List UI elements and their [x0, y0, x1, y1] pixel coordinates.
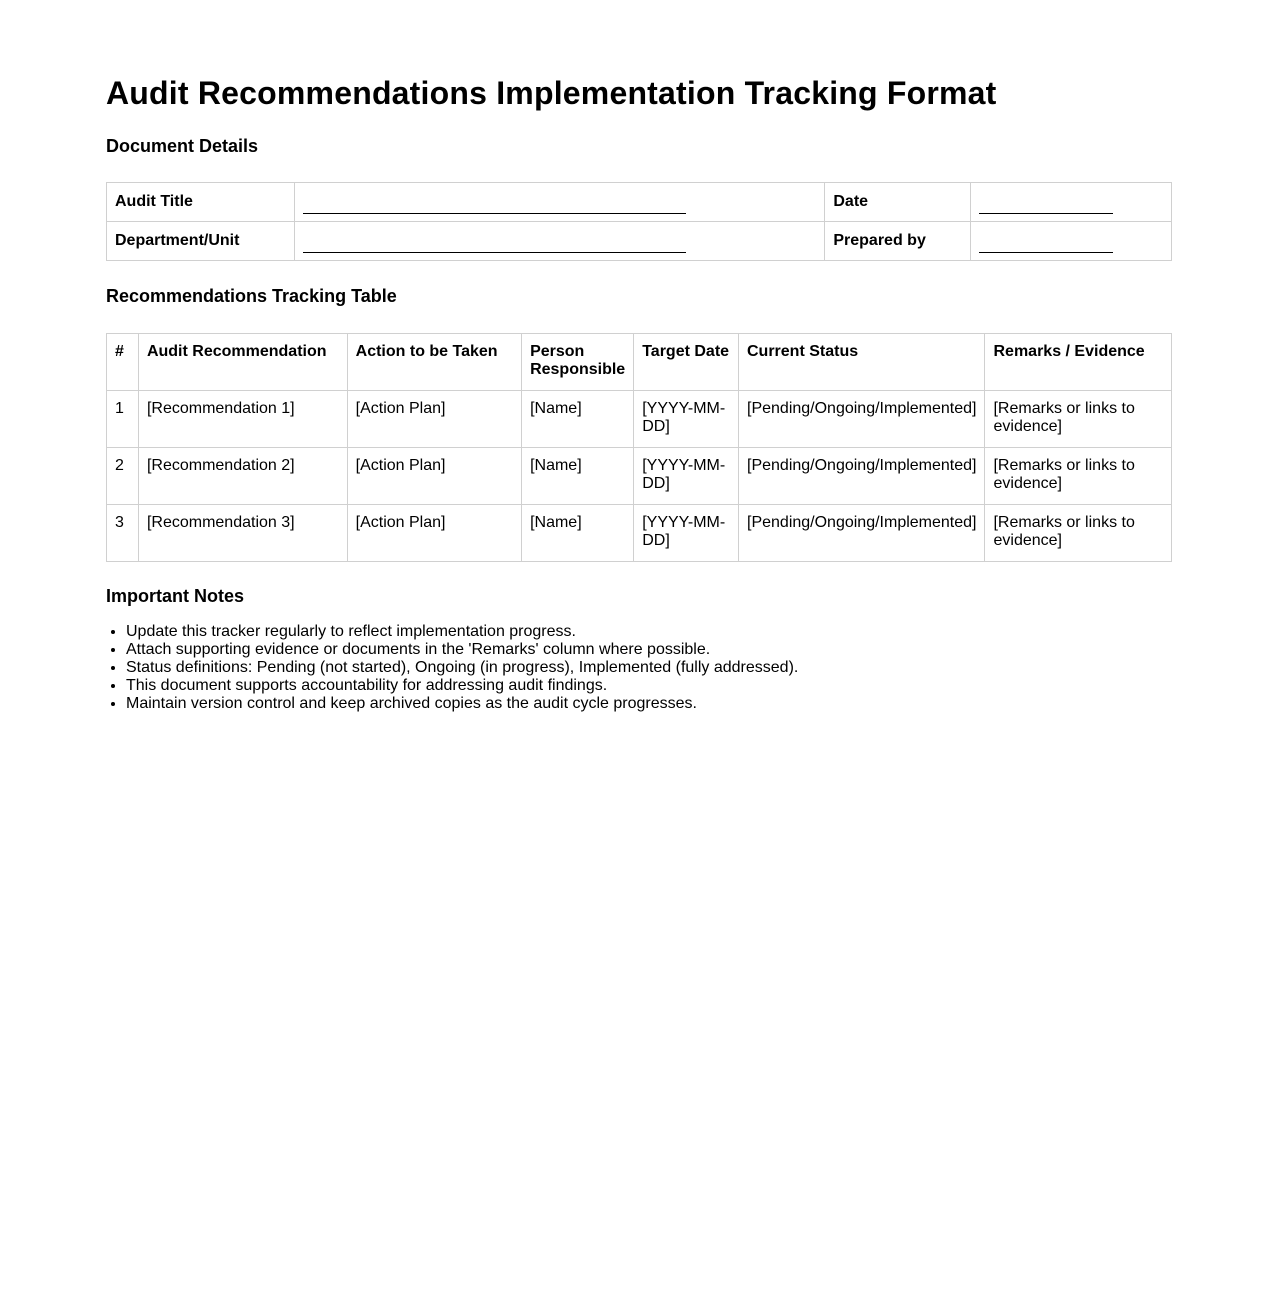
table-row	[107, 391, 1172, 448]
audit-title-label: Audit Title	[107, 183, 295, 222]
remarks-cell[interactable]: [Remarks or links to evidence]	[985, 391, 1172, 448]
column-header-target-date: Target Date	[634, 334, 739, 391]
tracking-table-heading: Recommendations Tracking Table	[106, 286, 397, 306]
recommendation-cell[interactable]: [Recommendation 2]	[138, 448, 347, 505]
person-cell[interactable]: [Name]	[522, 505, 634, 562]
details-row-audit-title	[107, 183, 1172, 222]
action-cell[interactable]: [Action Plan]	[347, 448, 521, 505]
remarks-cell[interactable]: [Remarks or links to evidence]	[985, 448, 1172, 505]
column-header-action: Action to be Taken	[347, 334, 521, 391]
list-item: • Status definitions: Pending (not started), Ongoing (in progress), Implemented (fully addressed).	[126, 659, 1172, 677]
status-cell[interactable]: [Pending/Ongoing/Implemented]	[739, 448, 985, 505]
target-date-cell[interactable]: [YYYY-MM-DD]	[634, 505, 739, 562]
date-blank-line	[979, 197, 1113, 214]
table-row	[107, 448, 1172, 505]
recommendation-cell[interactable]: [Recommendation 1]	[138, 391, 347, 448]
date-field[interactable]	[971, 183, 1172, 222]
prepared-by-label: Prepared by	[825, 222, 971, 261]
important-notes-heading: Important Notes	[106, 586, 245, 606]
document-details-table	[106, 182, 1172, 261]
audit-title-blank-line	[303, 197, 686, 214]
person-cell[interactable]: [Name]	[522, 448, 634, 505]
status-cell[interactable]: [Pending/Ongoing/Implemented]	[739, 505, 985, 562]
target-date-cell[interactable]: [YYYY-MM-DD]	[634, 391, 739, 448]
department-label: Department/Unit	[107, 222, 295, 261]
remarks-cell[interactable]: [Remarks or links to evidence]	[985, 505, 1172, 562]
list-item: • Maintain version control and keep archived copies as the audit cycle progresses.	[126, 695, 1172, 713]
person-cell[interactable]: [Name]	[522, 391, 634, 448]
list-item: • Attach supporting evidence or documents in the 'Remarks' column where possible.	[126, 641, 1172, 659]
department-field[interactable]	[294, 222, 825, 261]
column-header-recommendation: Audit Recommendation	[138, 334, 347, 391]
column-header-remarks: Remarks / Evidence	[985, 334, 1172, 391]
department-blank-line	[303, 236, 686, 253]
audit-title-field[interactable]	[294, 183, 825, 222]
column-header-status: Current Status	[739, 334, 985, 391]
row-number: 1	[107, 391, 139, 448]
recommendation-cell[interactable]: [Recommendation 3]	[138, 505, 347, 562]
notes-list	[106, 623, 1172, 713]
document-details-heading: Document Details	[106, 136, 259, 156]
action-cell[interactable]: [Action Plan]	[347, 505, 521, 562]
recommendations-tracking-table	[106, 333, 1172, 562]
details-row-department	[107, 222, 1172, 261]
target-date-cell[interactable]: [YYYY-MM-DD]	[634, 448, 739, 505]
row-number: 3	[107, 505, 139, 562]
list-item: • This document supports accountability for addressing audit findings.	[126, 677, 1172, 695]
prepared-by-blank-line	[979, 236, 1113, 253]
action-cell[interactable]: [Action Plan]	[347, 391, 521, 448]
prepared-by-field[interactable]	[971, 222, 1172, 261]
date-label: Date	[825, 183, 971, 222]
table-row	[107, 505, 1172, 562]
row-number: 2	[107, 448, 139, 505]
table-header-row	[107, 334, 1172, 391]
status-cell[interactable]: [Pending/Ongoing/Implemented]	[739, 391, 985, 448]
page-title: Audit Recommendations Implementation Tracking Format	[106, 75, 997, 111]
column-header-person: Person Responsible	[522, 334, 634, 391]
column-header-number: #	[107, 334, 139, 391]
list-item: • Update this tracker regularly to reflect implementation progress.	[126, 623, 1172, 641]
